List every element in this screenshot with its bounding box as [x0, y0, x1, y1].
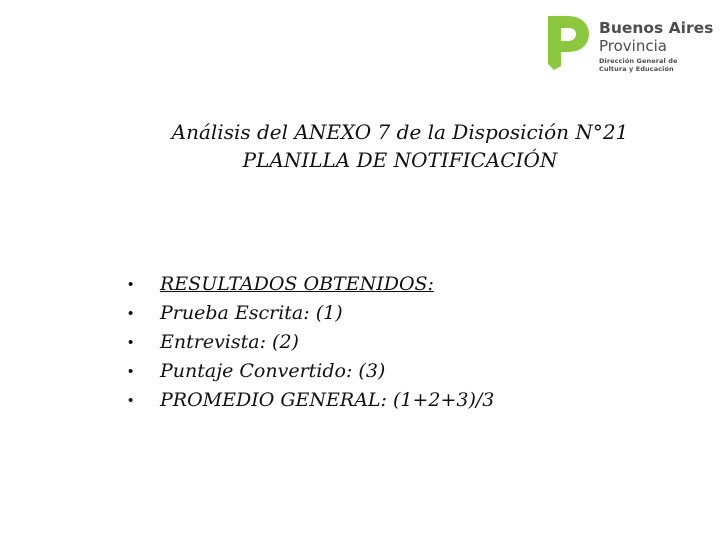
title-line-1: Análisis del ANEXO 7 de la Disposición N°21: [171, 120, 629, 144]
logo-line-provincia: Provincia: [599, 36, 667, 55]
bullet-item-puntaje: [128, 357, 494, 386]
bullet-icon: •: [128, 276, 134, 293]
bullet-icon: •: [128, 363, 134, 380]
bullet-item-entrevista: [128, 328, 494, 357]
bullet-item-prueba-escrita: [128, 299, 494, 328]
slide-title: [100, 118, 700, 174]
bullet-item-promedio: [128, 386, 494, 415]
bullet-text: PROMEDIO GENERAL: (1+2+3)/3: [160, 389, 495, 411]
bullet-icon: •: [128, 334, 134, 351]
logo-line-direccion: Dirección General de: [599, 56, 678, 65]
bullet-text: Entrevista: (2): [160, 331, 299, 353]
logo-wordmark: [599, 21, 713, 73]
bullet-icon: •: [128, 392, 134, 409]
logo-line-cultura: Cultura y Educación: [599, 65, 674, 73]
bullet-list: [128, 270, 494, 415]
logo-line-buenos-aires: Buenos Aires: [599, 19, 714, 37]
bullet-text: Prueba Escrita: (1): [160, 302, 343, 324]
bullet-icon: •: [128, 305, 134, 322]
bullet-text: Puntaje Convertido: (3): [160, 360, 386, 382]
title-line-2: PLANILLA DE NOTIFICACIÓN: [242, 148, 558, 172]
bullet-item-resultados: [128, 270, 494, 299]
province-map-icon: [544, 14, 590, 72]
buenos-aires-provincia-logo: [544, 14, 714, 74]
bullet-text: RESULTADOS OBTENIDOS:: [160, 273, 434, 295]
